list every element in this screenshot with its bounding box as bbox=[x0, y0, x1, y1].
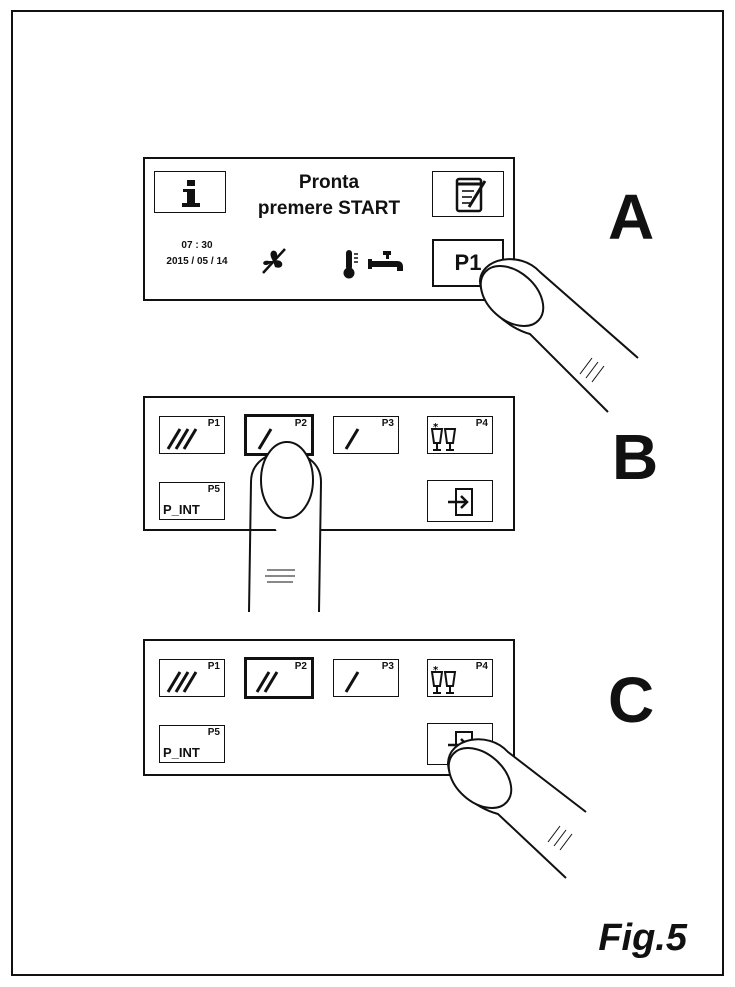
glasses-icon bbox=[428, 660, 494, 698]
program-label: P2 bbox=[294, 661, 307, 672]
program-p5-text: P_INT bbox=[163, 502, 200, 517]
status-line-1: Pronta bbox=[298, 172, 360, 193]
clock-date: 2015 / 05 / 14 bbox=[166, 256, 228, 267]
glasses-icon bbox=[428, 417, 494, 455]
status-line-2: premere START bbox=[257, 198, 401, 219]
panel-a-display bbox=[143, 157, 515, 301]
program-p1-button[interactable] bbox=[159, 416, 225, 454]
program-p5-text: P_INT bbox=[163, 745, 200, 760]
program-label: P4 bbox=[475, 661, 488, 672]
water-tap-icon bbox=[367, 249, 407, 279]
panel-a-letter: A bbox=[608, 181, 655, 253]
program-p3-button[interactable] bbox=[333, 659, 399, 697]
program-p3-button[interactable] bbox=[333, 416, 399, 454]
single-stroke-icon bbox=[334, 660, 400, 698]
program-label: P3 bbox=[381, 661, 394, 672]
program-p1-button[interactable] bbox=[159, 659, 225, 697]
thermometer-icon bbox=[341, 247, 361, 281]
triple-stroke-icon bbox=[160, 660, 226, 698]
program-label: P5 bbox=[207, 727, 220, 738]
program-label: P5 bbox=[207, 484, 220, 495]
program-label: P1 bbox=[207, 418, 220, 429]
svg-text:*: * bbox=[433, 422, 439, 433]
program-label: P3 bbox=[381, 418, 394, 429]
program-p5-button[interactable] bbox=[159, 725, 225, 763]
figure-label: Fig.5 bbox=[598, 917, 687, 959]
single-stroke-icon bbox=[334, 417, 400, 455]
exit-button[interactable] bbox=[427, 480, 493, 522]
panel-c-letter: C bbox=[608, 664, 655, 736]
double-stroke-icon bbox=[247, 660, 311, 696]
exit-door-icon bbox=[428, 481, 494, 523]
program-label: P1 bbox=[207, 661, 220, 672]
program-label: P2 bbox=[294, 418, 307, 429]
notes-button[interactable] bbox=[432, 171, 504, 217]
finger-pointer-b bbox=[237, 432, 337, 612]
program-p1-label: P1 bbox=[454, 250, 482, 275]
svg-text:*: * bbox=[433, 665, 439, 676]
clock-time: 07 : 30 bbox=[181, 240, 213, 251]
program-p2-button[interactable] bbox=[244, 657, 314, 699]
fan-off-icon bbox=[255, 243, 291, 279]
program-p4-button[interactable] bbox=[427, 416, 493, 454]
notepad-pencil-icon bbox=[433, 172, 505, 218]
panel-b-letter: B bbox=[612, 421, 659, 493]
program-p4-button[interactable] bbox=[427, 659, 493, 697]
program-p5-button[interactable] bbox=[159, 482, 225, 520]
finger-pointer-c bbox=[436, 728, 596, 898]
triple-stroke-icon bbox=[160, 417, 226, 455]
program-label: P4 bbox=[475, 418, 488, 429]
